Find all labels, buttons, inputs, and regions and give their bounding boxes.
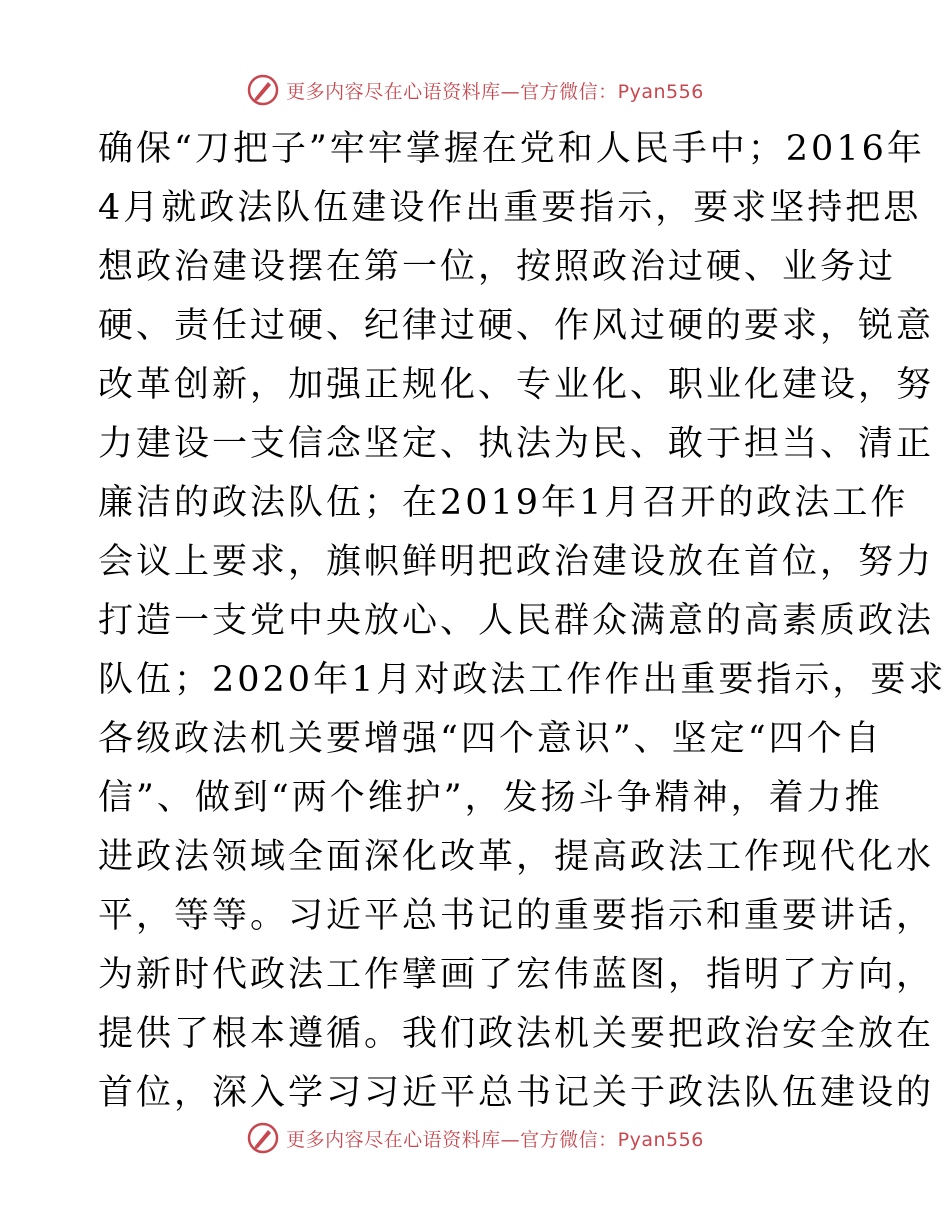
header-watermark xyxy=(0,72,950,108)
body-line: 力建设一支信念坚定、执法为民、敢于担当、清正 xyxy=(98,424,935,464)
footer-watermark xyxy=(0,1120,950,1156)
body-line: 确保“刀把子”牢牢掌握在党和人民手中；2016年 xyxy=(98,129,925,169)
watermark-text: 更多内容尽在心语资料库—官方微信：Pyan556 xyxy=(286,80,704,103)
body-line: 打造一支党中央放心、人民群众满意的高素质政法 xyxy=(98,601,935,641)
body-line: 平，等等。习近平总书记的重要指示和重要讲话， xyxy=(98,896,935,936)
body-line: 提供了根本遵循。我们政法机关要把政治安全放在 xyxy=(98,1014,935,1054)
body-line: 硬、责任过硬、纪律过硬、作风过硬的要求，锐意 xyxy=(98,306,935,346)
body-line: 想政治建设摆在第一位，按照政治过硬、业务过 xyxy=(98,247,897,287)
body-line: 改革创新，加强正规化、专业化、职业化建设，努 xyxy=(98,365,935,405)
document-body xyxy=(98,120,947,1123)
body-line: 首位，深入学习习近平总书记关于政法队伍建设的 xyxy=(98,1073,935,1113)
quill-logo-icon xyxy=(246,73,280,107)
quill-logo-icon xyxy=(246,1121,280,1155)
body-line: 为新时代政法工作擘画了宏伟蓝图，指明了方向， xyxy=(98,955,935,995)
body-line: 队伍；2020年1月对政法工作作出重要指示，要求 xyxy=(98,660,947,700)
body-line: 4月就政法队伍建设作出重要指示，要求坚持把思 xyxy=(98,188,922,228)
body-line: 进政法领域全面深化改革，提高政法工作现代化水 xyxy=(98,837,935,877)
body-line: 廉洁的政法队伍；在2019年1月召开的政法工作 xyxy=(98,483,909,523)
watermark-text: 更多内容尽在心语资料库—官方微信：Pyan556 xyxy=(286,1128,704,1151)
body-line: 会议上要求，旗帜鲜明把政治建设放在首位，努力 xyxy=(98,542,935,582)
body-line: 信”、做到“两个维护”，发扬斗争精神，着力推 xyxy=(98,778,883,818)
body-line: 各级政法机关要增强“四个意识”、坚定“四个自 xyxy=(98,719,883,759)
